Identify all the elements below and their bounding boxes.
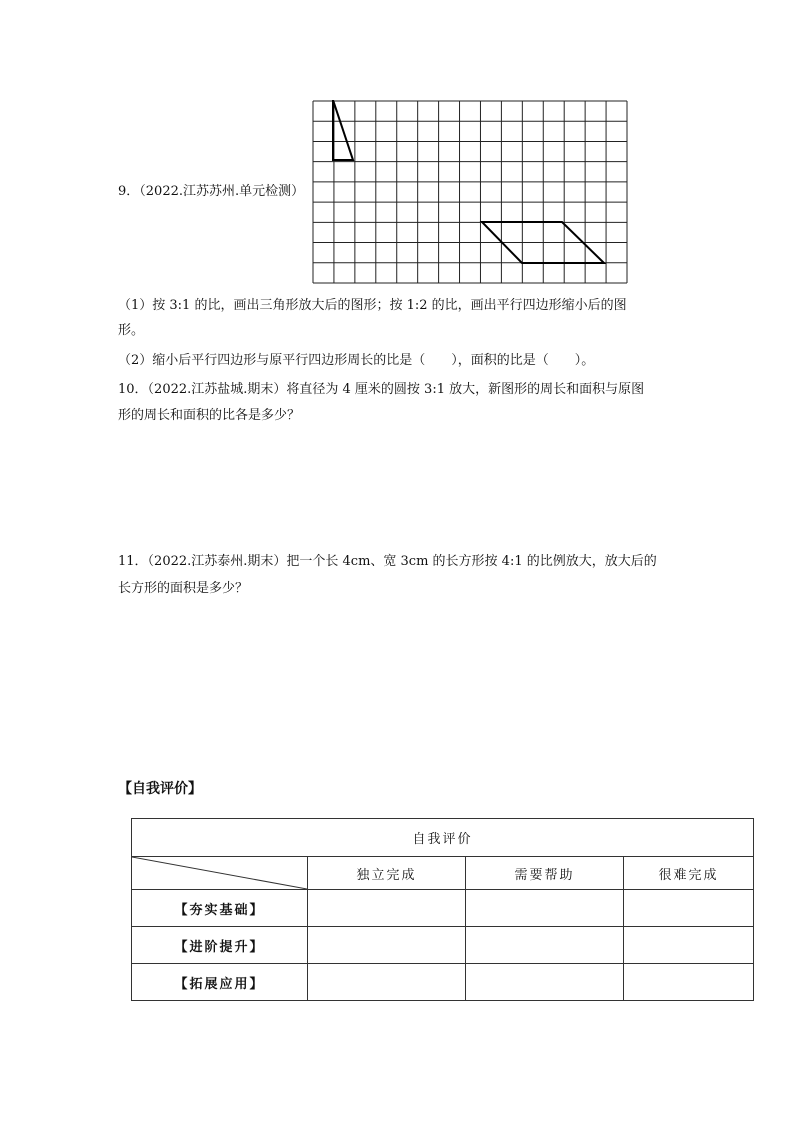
- row-label: 【拓展应用】: [132, 964, 308, 1001]
- row-label: 【进阶提升】: [132, 927, 308, 964]
- self-eval-table: [131, 818, 754, 1001]
- eval-cell[interactable]: [624, 927, 754, 964]
- q9-label: 9．（2022.江苏苏州.单元检测）: [118, 184, 305, 199]
- eval-cell[interactable]: [308, 890, 466, 927]
- q11-line2: 长方形的面积是多少？: [118, 581, 249, 596]
- q9-sub1-line1: （1）按 3:1 的比，画出三角形放大后的图形；按 1:2 的比，画出平行四边形缩小后的图: [118, 298, 627, 313]
- q9-sub1-line2: 形。: [118, 323, 145, 338]
- self-eval-table-title: 自我评价: [132, 819, 754, 857]
- eval-cell[interactable]: [308, 927, 466, 964]
- q9-sub2: （2）缩小后平行四边形与原平行四边形周长的比是（ ），面积的比是（ ）。: [118, 353, 595, 368]
- row-label: 【夯实基础】: [132, 890, 308, 927]
- q11-line1: 11．（2022.江苏泰州.期末）把一个长 4cm、宽 3cm 的长方形按 4:1 的比例放大，放大后的: [118, 554, 657, 569]
- self-eval-section-title: 【自我评价】: [118, 781, 202, 797]
- eval-cell[interactable]: [466, 964, 624, 1001]
- grid-svg: [312, 100, 628, 284]
- eval-cell[interactable]: [624, 964, 754, 1001]
- column-header: 独立完成: [308, 857, 466, 890]
- table-row: [132, 927, 754, 964]
- diagonal-header-cell: [132, 857, 308, 890]
- eval-cell[interactable]: [466, 927, 624, 964]
- eval-cell[interactable]: [466, 890, 624, 927]
- q10-line2: 形的周长和面积的比各是多少？: [118, 408, 301, 423]
- table-row: [132, 890, 754, 927]
- q10-line1: 10．（2022.江苏盐城.期末）将直径为 4 厘米的圆按 3:1 放大，新图形的周长和面积与原图: [118, 382, 645, 397]
- column-header: 很难完成: [624, 857, 754, 890]
- eval-cell[interactable]: [624, 890, 754, 927]
- triangle-shape: [333, 100, 353, 160]
- table-row: [132, 964, 754, 1001]
- eval-cell[interactable]: [308, 964, 466, 1001]
- column-header: 需要帮助: [466, 857, 624, 890]
- grid-figure: [312, 100, 628, 288]
